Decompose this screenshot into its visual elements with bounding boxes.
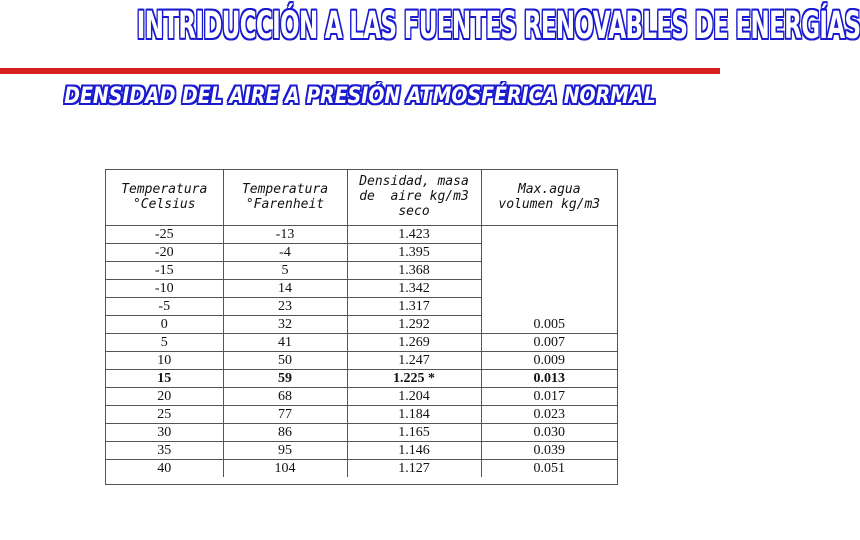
cell-celsius: 0 (106, 316, 223, 334)
accent-divider (0, 68, 720, 74)
cell-density: 1.146 (347, 442, 481, 460)
cell-fahrenheit: -13 (223, 226, 347, 244)
air-density-table-container (105, 169, 618, 485)
cell-fahrenheit: 77 (223, 406, 347, 424)
table-row (106, 370, 617, 388)
cell-celsius: 25 (106, 406, 223, 424)
header-line: Temperatura (241, 181, 329, 197)
header-line: °Farenheit (245, 196, 325, 212)
header-celsius (106, 170, 223, 226)
table-row (106, 334, 617, 352)
cell-density: 1.127 (347, 460, 481, 478)
header-line: Temperatura (121, 181, 208, 197)
cell-max-water: 0.030 (481, 424, 617, 442)
cell-fahrenheit: 41 (223, 334, 347, 352)
cell-celsius: 5 (106, 334, 223, 352)
cell-density: 1.395 (347, 244, 481, 262)
cell-celsius: -25 (106, 226, 223, 244)
air-density-table (106, 170, 617, 477)
cell-celsius: -10 (106, 280, 223, 298)
table-row (106, 280, 617, 298)
table-header-row (106, 170, 617, 226)
cell-density: 1.165 (347, 424, 481, 442)
header-line: de aire kg/m3 (359, 189, 469, 204)
cell-max-water: 0.007 (481, 334, 617, 352)
table-row (106, 262, 617, 280)
cell-fahrenheit: 95 (223, 442, 347, 460)
slide-subtitle: DENSIDAD DEL AIRE A PRESIÓN ATMOSFÉRICA NORMAL (64, 84, 656, 109)
header-line: Max.agua (517, 181, 581, 197)
cell-max-water: 0.009 (481, 352, 617, 370)
cell-celsius: 10 (106, 352, 223, 370)
header-density (347, 170, 481, 226)
table-row (106, 460, 617, 478)
cell-celsius: -15 (106, 262, 223, 280)
slide-title: INTRIDUCCIÓN A LAS FUENTES RENOVABLES DE ENERGÍAS (136, 4, 860, 47)
cell-density: 1.247 (347, 352, 481, 370)
header-line: °Celsius (132, 196, 196, 212)
header-max-water (481, 170, 617, 226)
table-row (106, 442, 617, 460)
cell-fahrenheit: -4 (223, 244, 347, 262)
cell-celsius: 40 (106, 460, 223, 478)
cell-fahrenheit: 23 (223, 298, 347, 316)
cell-max-water (481, 226, 617, 244)
table-row (106, 316, 617, 334)
header-line: Densidad, masa (359, 174, 469, 189)
table-row (106, 388, 617, 406)
cell-max-water: 0.039 (481, 442, 617, 460)
cell-fahrenheit: 14 (223, 280, 347, 298)
table-row (106, 244, 617, 262)
cell-density: 1.317 (347, 298, 481, 316)
cell-celsius: -5 (106, 298, 223, 316)
cell-fahrenheit: 86 (223, 424, 347, 442)
cell-density: 1.269 (347, 334, 481, 352)
cell-celsius: -20 (106, 244, 223, 262)
table-body (106, 226, 617, 478)
cell-max-water (481, 280, 617, 298)
table-row (106, 424, 617, 442)
table-row (106, 406, 617, 424)
cell-max-water: 0.017 (481, 388, 617, 406)
cell-fahrenheit: 32 (223, 316, 347, 334)
table-row (106, 352, 617, 370)
cell-max-water: 0.013 (481, 370, 617, 388)
cell-max-water: 0.023 (481, 406, 617, 424)
header-fahrenheit (223, 170, 347, 226)
cell-max-water (481, 244, 617, 262)
cell-celsius: 35 (106, 442, 223, 460)
cell-max-water (481, 298, 617, 316)
header-line: volumen kg/m3 (498, 196, 601, 212)
cell-density: 1.368 (347, 262, 481, 280)
cell-celsius: 30 (106, 424, 223, 442)
cell-density: 1.184 (347, 406, 481, 424)
cell-max-water: 0.051 (533, 461, 565, 476)
cell-celsius: 15 (106, 370, 223, 388)
cell-density: 1.204 (347, 388, 481, 406)
cell-max-water: 0.005 (481, 316, 617, 334)
cell-density: 1.225 * (347, 370, 481, 388)
table-row (106, 298, 617, 316)
cell-max-water (481, 262, 617, 280)
cell-fahrenheit: 104 (223, 460, 347, 478)
cell-fahrenheit: 59 (223, 370, 347, 388)
cell-density: 1.423 (347, 226, 481, 244)
cell-density: 1.292 (347, 316, 481, 334)
header-line: seco (398, 204, 430, 219)
cell-density: 1.342 (347, 280, 481, 298)
table-row (106, 226, 617, 244)
cell-fahrenheit: 50 (223, 352, 347, 370)
cell-fahrenheit: 68 (223, 388, 347, 406)
cell-fahrenheit: 5 (223, 262, 347, 280)
cell-celsius: 20 (106, 388, 223, 406)
